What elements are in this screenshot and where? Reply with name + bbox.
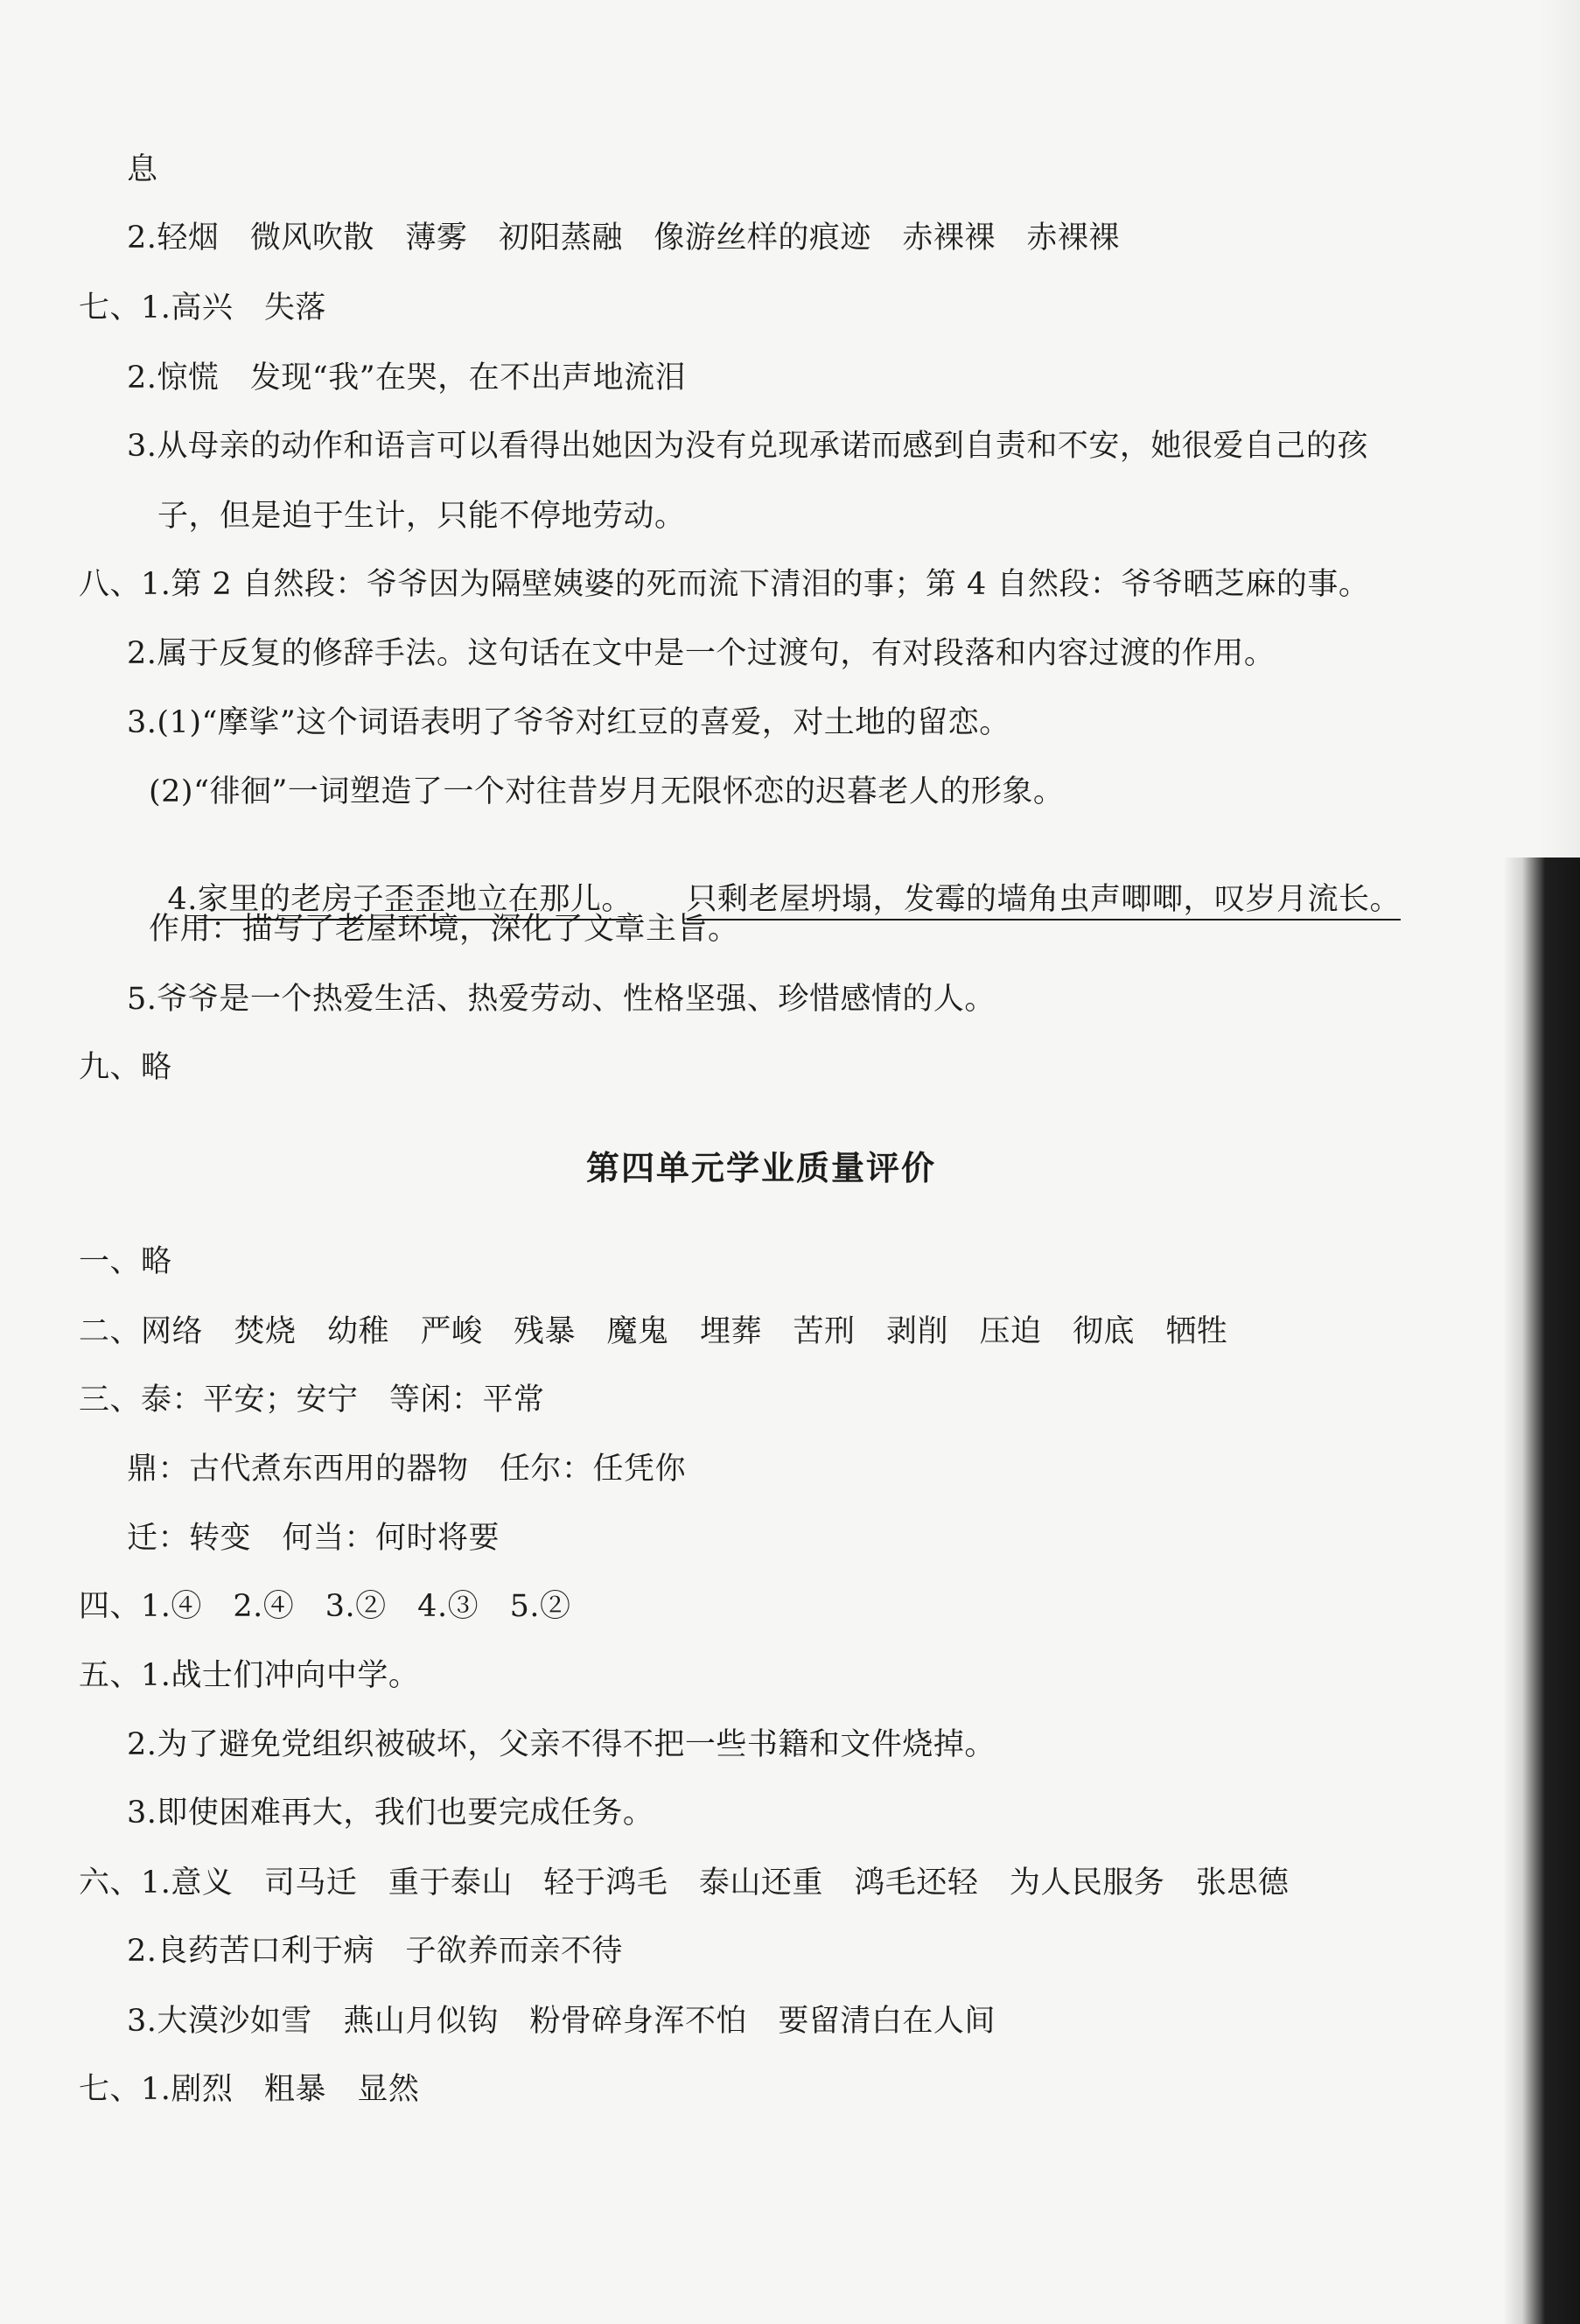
text-line: 2.轻烟 微风吹散 薄雾 初阳蒸融 像游丝样的痕迹 赤裸裸 赤裸裸	[127, 220, 1120, 256]
text-line: 七、1.剧烈 粗暴 显然	[79, 2072, 420, 2107]
text-line: 一、略	[79, 1244, 172, 1279]
text-line: 四、1.④ 2.④ 3.② 4.③ 5.②	[79, 1589, 571, 1624]
text-line	[646, 842, 1402, 917]
text-line	[127, 842, 633, 917]
page-edge-shadow	[1503, 858, 1580, 2324]
item-number: 4.	[167, 882, 198, 917]
text-line: 子，但是迫于生计，只能不停地劳动。	[157, 499, 686, 534]
text-line: 五、1.战士们冲向中学。	[79, 1658, 420, 1693]
text-line: 2.惊慌 发现“我”在哭，在不出声地流泪	[127, 360, 687, 396]
text-line: 九、略	[79, 1050, 172, 1085]
text-line: 3.即使困难再大，我们也要完成任务。	[127, 1796, 654, 1830]
text-line: 3.大漠沙如雪 燕山月似钩 粉骨碎身浑不怕 要留清白在人间	[127, 2004, 996, 2039]
text-line: 八、1.第 2 自然段：爷爷因为隔壁姨婆的死而流下清泪的事；第 4 自然段：爷爷晒芝麻的事。	[79, 567, 1370, 602]
text-line: 3.从母亲的动作和语言可以看得出她因为没有兑现承诺而感到自责和不安，她很爱自己的孩	[127, 429, 1368, 464]
text-line: 2.为了避免党组织被破坏，父亲不得不把一些书籍和文件烧掉。	[127, 1727, 996, 1762]
text-line: 七、1.高兴 失落	[79, 290, 326, 326]
text-line: 息	[127, 152, 158, 187]
text-line: 三、泰：平安；安宁 等闲：平常	[79, 1382, 545, 1418]
underlined-sentence: 家里的老房子歪歪地立在那儿。	[198, 882, 633, 920]
text-line: 2.属于反复的修辞手法。这句话在文中是一个过渡句，有对段落和内容过渡的作用。	[127, 636, 1276, 671]
text-line: 迁：转变 何当：何时将要	[127, 1521, 500, 1556]
text-line: (2)“徘徊”一词塑造了一个对往昔岁月无限怀恋的迟暮老人的形象。	[149, 774, 1065, 809]
text-line: 5.爷爷是一个热爱生活、热爱劳动、性格坚强、珍惜感情的人。	[127, 982, 996, 1017]
text-line: 2.良药苦口利于病 子欲养而亲不待	[127, 1934, 623, 1969]
text-line: 3.(1)“摩挲”这个词语表明了爷爷对红豆的喜爱，对土地的留恋。	[127, 705, 1010, 740]
page-edge-light	[1540, 0, 1580, 858]
underlined-sentence: 只剩老屋坍塌，发霉的墙角虫声唧唧，叹岁月流长。	[687, 882, 1402, 920]
text-line: 鼎：古代煮东西用的器物 任尔：任凭你	[127, 1452, 687, 1487]
text-line: 作用：描写了老屋环境，深化了文章主旨。	[149, 912, 739, 947]
section-title: 第四单元学业质量评价	[585, 1149, 936, 1187]
text-line: 二、网络 焚烧 幼稚 严峻 残暴 魔鬼 埋葬 苦刑 剥削 压迫 彻底 牺牲	[79, 1314, 1228, 1349]
text-line: 六、1.意义 司马迁 重于泰山 轻于鸿毛 泰山还重 鸿毛还轻 为人民服务 张思德	[79, 1866, 1290, 1900]
